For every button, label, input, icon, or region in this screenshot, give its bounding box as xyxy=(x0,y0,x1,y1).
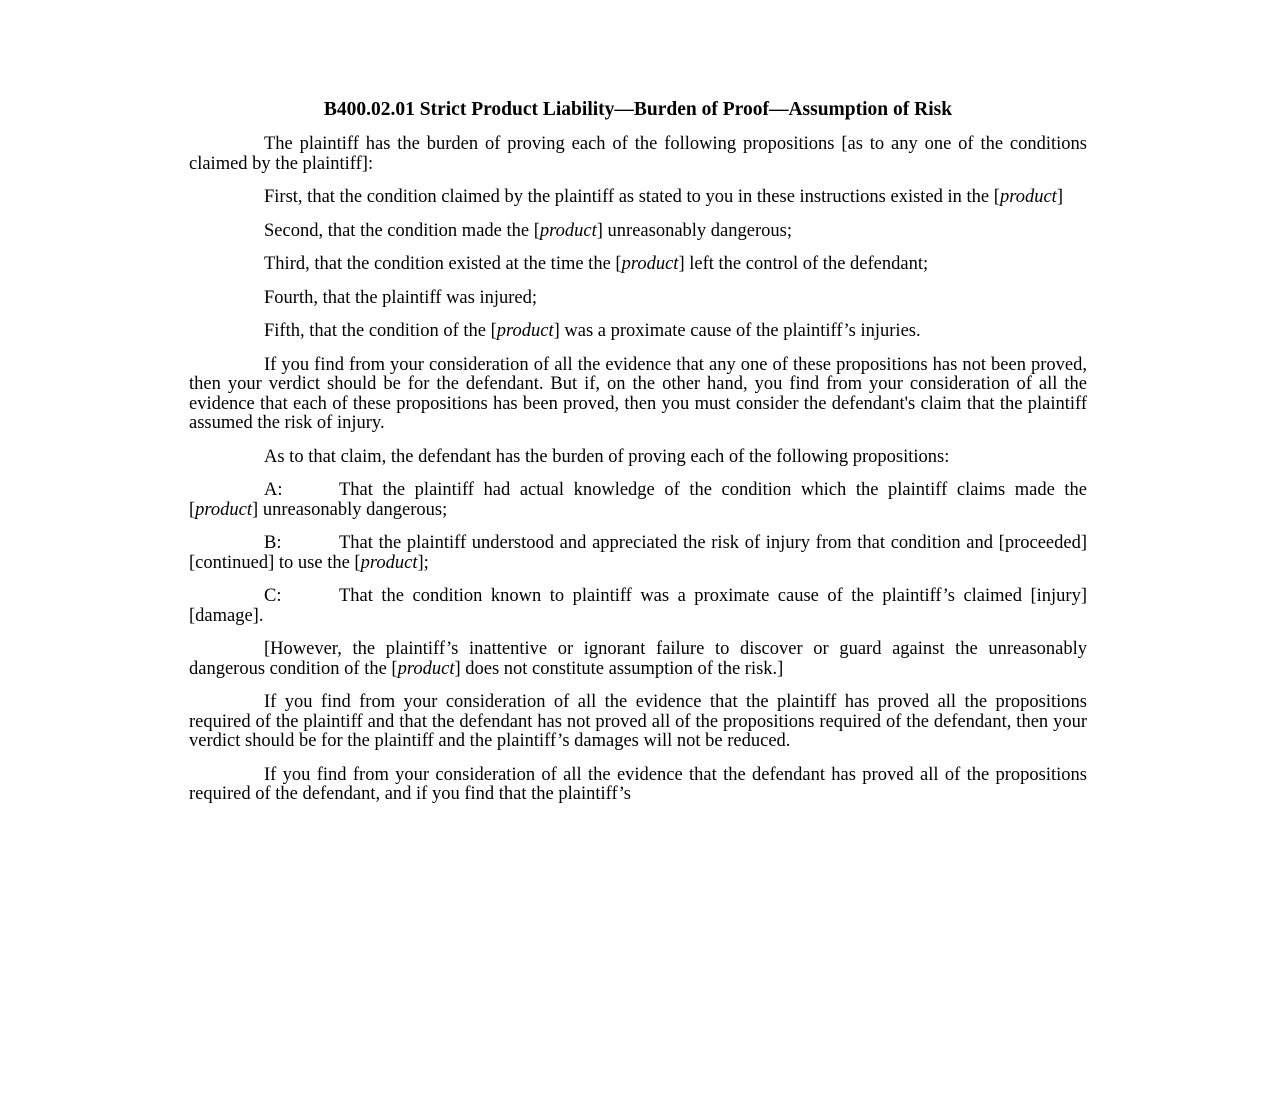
paragraph-inattentive-failure: [However, the plaintiff’s inattentive or ignorant failure to discover or guard against the unreasonably dangerous condition of the [product] does not constitute assumption of the risk.] xyxy=(189,639,1087,679)
proposition-third: Third, that the condition existed at the time the [product] left the control of the defendant; xyxy=(264,254,929,274)
document-title: B400.02.01 Strict Product Liability—Burden of Proof—Assumption of Risk xyxy=(323,99,953,120)
paragraph-burden-intro: The plaintiff has the burden of proving each of the following propositions [as to any one of the conditions claimed by the plaintiff]: xyxy=(189,134,1087,174)
proposition-fourth: Fourth, that the plaintiff was injured; xyxy=(264,287,538,308)
proposition-second: Second, that the condition made the [product] unreasonably dangerous; xyxy=(264,220,792,241)
paragraph-defendant-burden: As to that claim, the defendant has the burden of proving each of the following propositions: xyxy=(264,446,950,467)
item-label: C: xyxy=(264,586,282,606)
document-page xyxy=(189,99,1087,805)
defense-item-c: C: That the condition known to plaintiff was a proximate cause of the plaintiff’s claimed [injury] [damage]. xyxy=(189,586,1087,626)
defense-item-b: B: That the plaintiff understood and appreciated the risk of injury from that condition and [proceeded] [continued] to use the [product]; xyxy=(189,533,1087,573)
item-label: A: xyxy=(264,480,283,500)
defense-item-a: A: That the plaintiff had actual knowledge of the condition which the plaintiff claims made the [product] unreasonably dangerous; xyxy=(189,480,1087,520)
proposition-fifth: Fifth, that the condition of the [product] was a proximate cause of the plaintiff’s injuries. xyxy=(264,321,921,341)
paragraph-verdict-plaintiff: If you find from your consideration of all the evidence that the plaintiff has proved all the propositions required of the plaintiff and that the defendant has not proved all of the propositions required of the defendant, then your verdict should be for the plaintiff and the plaintiff’s damages will not be reduced. xyxy=(189,692,1087,751)
item-label: B: xyxy=(264,533,282,553)
proposition-first: First, that the condition claimed by the plaintiff as stated to you in these instructions existed in the [product] xyxy=(264,187,1063,207)
paragraph-verdict-defendant: If you find from your consideration of all the evidence that the defendant has proved all of the propositions required of the defendant, and if you find that the plaintiff’s xyxy=(189,765,1087,804)
paragraph-not-proved: If you find from your consideration of all the evidence that any one of these propositions has not been proved, then your verdict should be for the defendant. But if, on the other hand, you find from your consideration of all the evidence that each of these propositions has been proved, then you must consider the defendant's claim that the plaintiff assumed the risk of injury. xyxy=(189,354,1087,433)
